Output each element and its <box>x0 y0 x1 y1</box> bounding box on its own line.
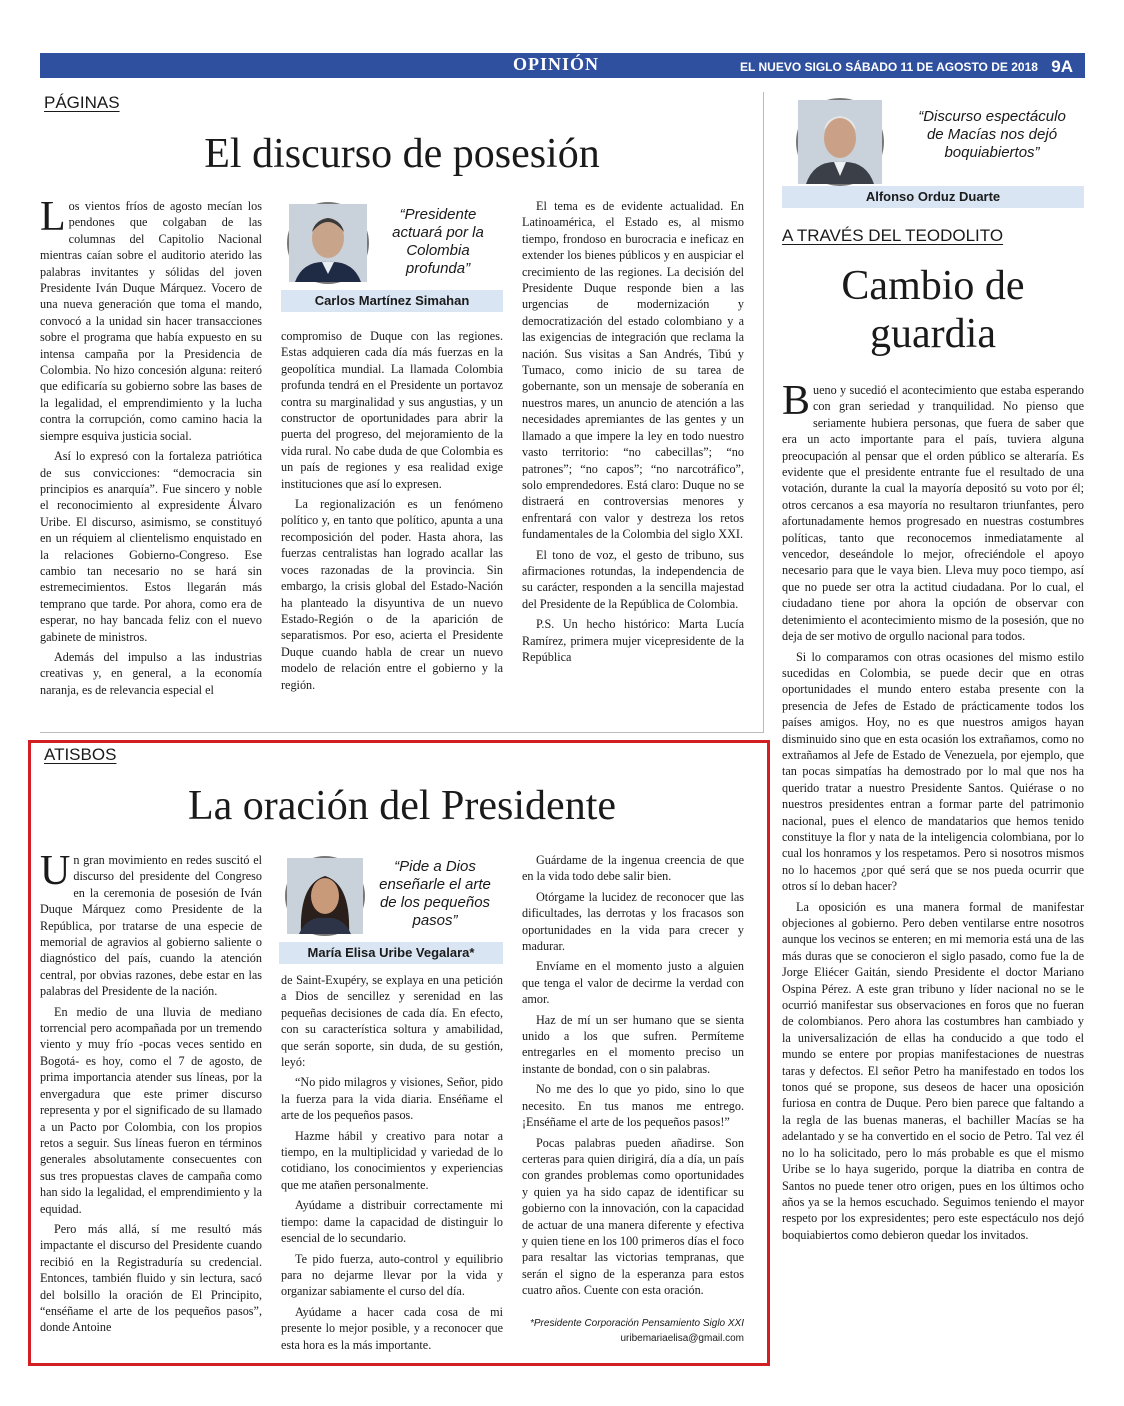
author-portrait <box>796 98 884 186</box>
dropcap: U <box>40 848 71 894</box>
publication-name: EL NUEVO SIGLO <box>740 60 842 74</box>
article2-paragraph: Envíame en el momento justo a alguien que tenga el valor de decirme la verdad con amor. <box>522 959 744 1007</box>
section-name: OPINIÓN <box>513 54 600 74</box>
article2-paragraph: “No pido milagros y visiones, Señor, pido la fuerza para la vida diaria. Enséñame el arte de los pequeños pasos. <box>281 1075 503 1123</box>
author-email[interactable]: uribemariaelisa@gmail.com <box>620 1333 744 1344</box>
article2-author-box <box>279 852 503 964</box>
article1-column-3 <box>522 198 744 700</box>
article2-paragraph: Te pido fuerza, auto-control y equilibrio para no dejarme llevar por la vida y organizar sabiamente el curso del día. <box>281 1251 503 1299</box>
article2-title: La oración del Presidente <box>188 783 616 829</box>
dropcap: L <box>40 194 66 240</box>
article2-paragraph: Pocas palabras pueden añadirse. Son certeras para quien dirigirá, día a día, un país con grandes problemas como oportunidades y quien ya ha sido capaz de identificar su gobierno con la innovación, con la capacidad de actuar de una manera diferente y efectiva y quien tiene en los 100 primeros días el foco para resaltar las victorias tempranas, que serán el signo de la esperanza para estos cuatro años. Cuente con esta oración. <box>522 1135 744 1298</box>
article1-column-1 <box>40 194 262 700</box>
article2-paragraph: Ayúdame a distribuir correctamente mi tiempo: dame la capacidad de distinguir lo esencial de lo secundario. <box>281 1198 503 1246</box>
article3-paragraph: La oposición es una manera formal de manifestar objeciones al gobierno. Pero deben ventilarse entre nosotros aunque los vecinos se enteren; en mi memoria está una de las más duras que se conocieron el siglo pasado, como fue la de Jorge Eliécer Gaitán, siendo Presidente el doctor Mariano Ospina Pérez. A este gran tribuno y líder nacional no se le ocurrió manifestar sus observaciones en foros que no fueran de colombianos. Pero ahora las costumbres han cambiado y la universalización de ellas ha conducido a que todo el mundo se entere por propias manifestaciones de nuestras taras y defectos. El señor Petro ha manifestado en todos los tonos qué se propone, sus deseos de hacer una oposición furiosa en contra de Duque. Pero bien parece que faltando a la regla de las buenas maneras, el bachiller Macías se ha adelantado y se ha convertido en el socio de Petro. Tal vez él no lo ha solicitado, pero lo más probable es que el mismo Uribe se lo haya sugerido, porque la diatriba en contra de Santos no puede tener otro origen, pues en los últimos ocho años ya se la hemos escuchado. Seguimos teniendo el mayor respeto por los expresidentes; pero este espectáculo nos dejó boquiabiertos como debieron quedar los invitados. <box>782 899 1084 1242</box>
article1-paragraph: El tono de voz, el gesto de tribuno, sus afirmaciones rotundas, la independencia de su carácter, responden a la sencilla majestad del Presidente de la República de Colombia. <box>522 547 744 611</box>
author-name: Carlos Martínez Simahan <box>281 290 503 312</box>
article1-paragraph: La regionalización es un fenómeno político y, en tanto que político, apunta a una recomposición del poder. Hasta ahora, las fuerzas centralistas han logrado acallar las voces razonadas de la provincia. Sin embargo, la crisis global del Estado-Nación ha planteado la disyuntiva de un nuevo Estado-Región o de la aparición de separatismos. Por eso, acierta el Presidente Duque cuando habla de crear un nuevo modelo de relación entre el gobierno y la región. <box>281 497 503 692</box>
article2-column-2 <box>281 972 503 1352</box>
publication-date: SÁBADO 11 DE AGOSTO DE 2018 <box>845 60 1038 74</box>
author-credentials: *Presidente Corporación Pensamiento Siglo XXI <box>529 1318 744 1329</box>
article3-paragraph: Bueno y sucedió el acontecimiento que estaba esperando con gran seriedad y tranquilidad. No pienso que seriamente hubiera personas, que fuera de saber que era un acto importante para el país, tuviera alguna preocupación al pensar que el orden público se alteraría. Es evidente que el presidente entrante fue el resultado de una votación, durante la cual la mayoría depositó su voto por él; otros cercanos a esa mayoría no resultaron triunfantes, pero afortunadamente hemos progresado en nuestras costumbres políticas, tanto que reconocemos inmediatamente al vencedor, deseándole lo mejor, ofreciéndole el apoyo necesario para que le vaya bien. Lleva muy poco tiempo, así que no puede ser otra la actitud ciudadana. Por lo cual, el ciudadano tiene por ahora la opción de observar con detenimiento el acontecimiento mismo de la posesión, que no deja de ser motivo de orgullo nacional para todos. <box>782 378 1084 644</box>
article2-column-1 <box>40 848 262 1344</box>
article2-paragraph: En medio de una lluvia de mediano torrencial pero acompañada por un tremendo viento y muy frío -pocas veces sentido en Bogotá- es hoy, como el 7 de agosto, de prima importancia atender sus líneas, por la envergadura que este primer discurso representa y por el significado de su llamado a un Pacto por Colombia, con los propios retos a seguir. Sus líneas fueron en términos generales absolutamente consecuentes con sus tres propuestas claves de campaña como han sido la legalidad, el emprendimiento y la equidad. <box>40 1004 262 1216</box>
author-portrait <box>285 856 365 936</box>
pull-quote: “Pide a Dios enseñarle el arte de los pequeños pasos” <box>379 858 491 929</box>
article2-column-3 <box>522 852 744 1314</box>
dropcap: B <box>782 378 811 424</box>
article1-kicker: PÁGINAS <box>44 93 120 112</box>
article1-paragraph: compromiso de Duque con las regiones. Estas adquieren cada día más fuerzas en la geopolítica mundial. La llamada Colombia profunda tendrá en el Presidente un portavoz contra su marginalidad y sus angustias, y un constructor de oportunidades para abrir la puerta del progreso, del mejoramiento de la vida rural. No cabe duda de que Colombia es un país de regiones y esa realidad exige instituciones que así lo expresen. <box>281 329 503 491</box>
article1-author-box <box>281 198 503 312</box>
article1-paragraph: P.S. Un hecho histórico: Marta Lucía Ramírez, primera mujer vicepresidente de la República <box>522 617 744 664</box>
page-number: 9A <box>1051 57 1073 76</box>
article2-paragraph: Haz de mí un ser humano que se sienta unido a los que sufren. Permíteme entregarles en el momento preciso un instante de bondad, con o sin palabras. <box>522 1012 744 1076</box>
article1-paragraph: Así lo expresó con la fortaleza patriótica de sus convicciones: “democracia sin principios es anarquía”. Fue sincero y noble el reconocimiento al expresidente Álvaro Uribe. El discurso, asimismo, se constituyó en un réquiem al clientelismo enquistado en la relaciones Gobierno-Congreso. Ese cambio tan necesario no se hará sin estremecimientos. Estos llegarán más temprano que tarde. Por ahora, como era de esperar, no hay bancada feliz con el nuevo gabinete de ministros. <box>40 449 262 644</box>
article3-title: Cambio de guardia <box>841 263 1025 357</box>
article2-paragraph: Guárdame de la ingenua creencia de que en la vida todo debe salir bien. <box>522 853 744 884</box>
article3-paragraph: Si lo comparamos con otras ocasiones del mismo estilo sucedidas en Colombia, se puede decir que en otras oportunidades el mundo entero estaba presente con la presencia de Jefes de Estado de prácticamente todos los países amigos. Hoy, no es que nuestros amigos hayan disminuido sino que en esta ocasión los extrañamos, como no extrañamos al Jefe de Estado de Venezuela, por ejemplo, que tan pocas simpatías ha demostrado por lo mal que nos ha querido tratar a nuestro Presidente Santos. Quiérase o no nuestros presidentes entran a formar parte del patrimonio nacional, pues el elenco de mandatarios que hemos tenido constituye la flor y nata de la inteligencia colombiana, por lo cual los honramos y los respetamos. Pero si nosotros mismos no lo hacemos ¿por qué será que se nos pueda ocurrir que otros sí lo deban hacer? <box>782 649 1084 894</box>
column-divider <box>763 92 764 732</box>
article2-paragraph: Ayúdame a hacer cada cosa de mi presente lo mejor posible, y a reconocer que esta hora es la más importante. <box>281 1304 503 1352</box>
article2-paragraph: No me des lo que yo pido, sino lo que necesito. En tus manos me entrego. ¡Enséñame el arte de los pequeños pasos!” <box>522 1082 744 1130</box>
section-header-bar <box>40 53 1085 78</box>
article2-paragraph: Un gran movimiento en redes suscitó el discurso del presidente del Congreso en la ceremonia de posesión de Iván Duque Márquez como Presidente de la República, por tratarse de una especie de memorial de agravios al gobierno saliente o diagnóstico del país, cuando la atención central, por obvias razones, debe estar en las palabras del Presidente de la nación. <box>40 848 262 999</box>
article2-paragraph: Pero más allá, sí me resultó más impactante el discurso del Presidente cuando recibió en la Registraduría su credencial. Entonces, también fluido y sin lectura, sacó del bolsillo la oración de El Principito, “enséñame el arte de los pequeños pasos”, donde Antoine <box>40 1221 262 1335</box>
publication-info <box>740 56 1073 76</box>
article1-paragraph: El tema es de evidente actualidad. En Latinoamérica, el Estado es, al mismo tiempo, frondoso en burocracia e ineficaz en extender los bienes públicos y en auspiciar el crecimiento de las regiones. La decisión del Presidente Duque responde bien a las urgencias de modernización y democratización del estado colombiano y a las exigencias de integración que reclama la nación. Sus visitas a San Andrés, Tibú y Tumaco, como inicio de su tarea de gobernante, son un mensaje de soberanía en nuestros mares, un anuncio de atención a las necesidades apremiantes de las gentes y un llamado a que impere la ley en todo nuestro vasto territorio: “no cabecillas”; “no patrones”; “no capos”; “no narcotráfico”, solo emprendedores. Está claro: Duque no se distraerá en controversias menores y enfrentará con valor y destreza los retos fundamentales de la Colombia del siglo XXI. <box>522 199 744 542</box>
article3-column <box>782 378 1084 1356</box>
article1-title: El discurso de posesión <box>204 131 600 177</box>
article2-paragraph: Otórgame la lucidez de reconocer que las dificultades, las derrotas y los fracasos son oportunidades en la vida para crecer y madurar. <box>522 889 744 954</box>
section-divider <box>40 732 764 733</box>
article1-paragraph: Además del impulso a las industrias creativas y, en general, a la economía naranja, es de relevancia especial el <box>40 649 262 697</box>
article2-kicker: ATISBOS <box>44 745 117 764</box>
article3-author-box <box>782 94 1084 208</box>
article1-column-2 <box>281 328 503 700</box>
article2-paragraph: Hazme hábil y creativo para notar a tiempo, en la multiplicidad y variedad de lo cotidiano, los conocimientos y experiencias que me atañen personalmente. <box>281 1128 503 1192</box>
article2-paragraph: de Saint-Exupéry, se explaya en una petición a Dios de sencillez y serenidad en las pequeñas decisiones de cada día. En efecto, con su característica soltura y amabilidad, que serán soporte, sin duda, de su gestión, leyó: <box>281 973 503 1070</box>
author-name: María Elisa Uribe Vegalara* <box>279 942 503 964</box>
author-portrait <box>287 202 369 284</box>
article3-kicker: A TRAVÉS DEL TEODOLITO <box>782 226 1004 245</box>
pull-quote: “Presidente actuará por la Colombia profunda” <box>392 206 484 277</box>
pull-quote: “Discurso espectáculo de Macías nos dejó boquiabiertos” <box>918 108 1066 161</box>
article1-paragraph: Los vientos fríos de agosto mecían los pendones que colgaban de las columnas del Capitolio Nacional mientras caían sobre el auditorio aterido las palabras invitantes y sólidas del joven Presidente Iván Duque Márquez. Vocero de una nueva generación que toma el mando, convocó a la unidad sin hacer transacciones sobre el programa que había expuesto en su intensa campaña por la Presidencia de Colombia. No hizo concesión alguna: reiteró que edificaría su gobierno sobre las bases de la legalidad, el emprendimiento y la lucha contra la corrupción, como camino hacia la siempre esquiva justicia social. <box>40 194 262 443</box>
author-name: Alfonso Orduz Duarte <box>782 186 1084 208</box>
